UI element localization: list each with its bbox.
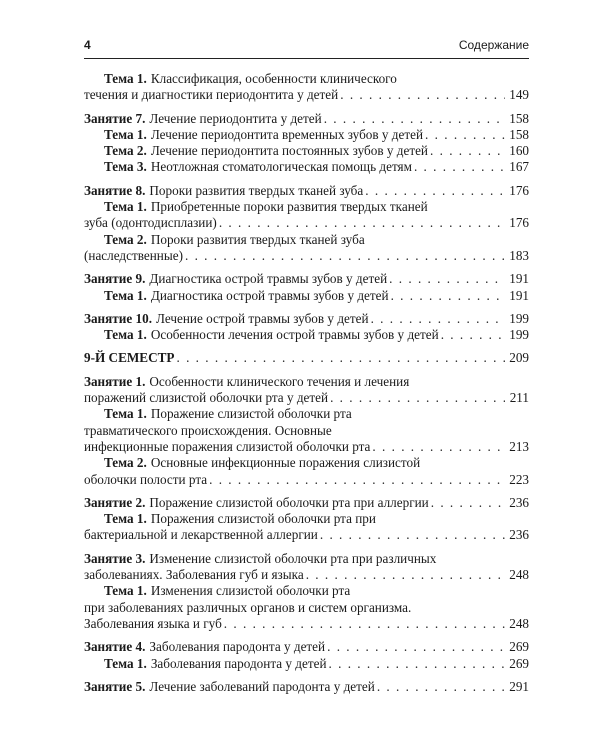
- toc-line[interactable]: [84, 327, 529, 343]
- toc-text: Диагностика острой травмы зубов у детей: [149, 271, 388, 287]
- page-ref: 248: [509, 615, 529, 631]
- running-title: Содержание: [458, 38, 529, 52]
- page-ref: 191: [509, 271, 529, 287]
- toc-text: Заболевания языка и губ: [84, 615, 222, 631]
- toc-text: оболочки полости рта: [84, 471, 208, 487]
- toc-line[interactable]: [84, 183, 529, 199]
- toc-text: Лечение заболеваний пародонта у детей: [149, 678, 375, 694]
- page-ref: 209: [509, 350, 529, 366]
- page-ref: 223: [509, 471, 529, 487]
- page-ref: 269: [509, 655, 529, 671]
- toc-line[interactable]: [84, 583, 529, 599]
- toc-line[interactable]: [84, 87, 529, 103]
- toc-label: Занятие 7.: [84, 110, 146, 126]
- page-number: 4: [84, 38, 91, 52]
- toc-label: Тема 1.: [104, 199, 147, 215]
- toc-line[interactable]: [84, 567, 529, 583]
- toc-label: Тема 1.: [104, 583, 147, 599]
- toc-line[interactable]: [84, 495, 529, 511]
- dot-leader: [324, 111, 505, 127]
- toc-label: Тема 2.: [104, 231, 147, 247]
- toc-text: Особенности клинического течения и лечения: [149, 373, 410, 389]
- dot-leader: [371, 311, 505, 327]
- toc-line[interactable]: [84, 616, 529, 632]
- toc-text: при заболеваниях различных органов и систем организма.: [84, 599, 412, 615]
- dot-leader: [414, 159, 505, 175]
- dot-leader: [320, 527, 505, 543]
- toc-line[interactable]: [84, 248, 529, 264]
- header-divider: [84, 58, 529, 59]
- dot-leader: [176, 350, 505, 366]
- toc-line[interactable]: [84, 111, 529, 127]
- dot-leader: [185, 248, 505, 264]
- toc-entry: [84, 551, 529, 632]
- semester-heading-block: [84, 350, 529, 366]
- page-ref: 158: [509, 126, 529, 142]
- dot-leader: [441, 327, 505, 343]
- page-ref: 158: [509, 110, 529, 126]
- semester-title: 9-Й СЕМЕСТР: [84, 350, 175, 366]
- toc-label: Занятие 3.: [84, 550, 146, 566]
- toc-label: Тема 2.: [104, 143, 147, 159]
- page-ref: 183: [509, 247, 529, 263]
- toc-label: Тема 1.: [104, 71, 147, 86]
- toc-line[interactable]: [84, 639, 529, 655]
- dot-leader: [391, 288, 505, 304]
- page-ref: 160: [509, 143, 529, 159]
- toc-line[interactable]: [84, 551, 529, 567]
- toc-entry: [84, 71, 529, 104]
- dot-leader: [430, 143, 505, 159]
- dot-leader: [389, 271, 505, 287]
- dot-leader: [425, 127, 505, 143]
- toc-text: Пороки развития твердых тканей зуба: [150, 231, 365, 247]
- toc-entry: [84, 111, 529, 176]
- page-ref: 149: [509, 87, 529, 103]
- dot-leader: [219, 215, 505, 231]
- toc-label: Тема 1.: [104, 287, 147, 303]
- dot-leader: [431, 495, 505, 511]
- page-ref: 269: [509, 639, 529, 655]
- toc-line[interactable]: [84, 232, 529, 248]
- page-ref: 211: [509, 390, 529, 406]
- toc-line[interactable]: [84, 439, 529, 455]
- page-ref: 191: [509, 287, 529, 303]
- dot-leader: [372, 439, 505, 455]
- toc-line[interactable]: [84, 288, 529, 304]
- toc-text: заболеваниях. Заболевания губ и языка: [84, 567, 304, 583]
- toc-text: инфекционные поражения слизистой оболочки рта: [84, 438, 371, 454]
- toc-line[interactable]: [84, 127, 529, 143]
- toc-line[interactable]: [84, 656, 529, 672]
- toc-text: Неотложная стоматологическая помощь детям: [150, 159, 412, 175]
- toc-label: Занятие 2.: [84, 494, 146, 510]
- toc-line[interactable]: [84, 71, 529, 87]
- toc-text: Диагностика острой травмы зубов у детей: [150, 287, 389, 303]
- page-ref: 236: [509, 494, 529, 510]
- toc-label: Занятие 1.: [84, 373, 146, 389]
- toc-entry: [84, 374, 529, 488]
- toc-label: Тема 1.: [104, 655, 147, 671]
- toc-text: Лечение периодонтита постоянных зубов у детей: [150, 143, 428, 159]
- toc-line[interactable]: [84, 390, 529, 406]
- toc-line[interactable]: [84, 472, 529, 488]
- toc-text: Приобретенные пороки развития твердых тканей: [150, 199, 428, 215]
- toc-line[interactable]: [84, 423, 529, 439]
- page-ref: 236: [509, 527, 529, 543]
- toc-line[interactable]: [84, 350, 529, 366]
- page-ref: 176: [509, 215, 529, 231]
- page-ref: 213: [509, 438, 529, 454]
- toc-label: Занятие 9.: [84, 271, 146, 287]
- toc-text: Изменение слизистой оболочки рта при различных: [149, 550, 437, 566]
- toc-entry: [84, 183, 529, 264]
- toc-entry: [84, 271, 529, 304]
- dot-leader: [224, 616, 505, 632]
- toc-line[interactable]: [84, 159, 529, 175]
- toc-label: Тема 1.: [104, 327, 147, 343]
- toc-text: Лечение периодонтита у детей: [149, 110, 322, 126]
- toc-text: зуба (одонтодисплазии): [84, 215, 217, 231]
- dot-leader: [365, 183, 505, 199]
- dot-leader: [377, 679, 505, 695]
- toc-line[interactable]: [84, 511, 529, 527]
- toc-text: Лечение острой травмы зубов у детей: [156, 310, 369, 326]
- page-ref: 199: [509, 327, 529, 343]
- toc-text: течения и диагностики периодонтита у детей: [84, 87, 339, 103]
- toc-text: Поражение слизистой оболочки рта: [150, 406, 352, 422]
- page-ref: 248: [509, 567, 529, 583]
- dot-leader: [327, 639, 505, 655]
- toc-line[interactable]: [84, 406, 529, 422]
- toc-line[interactable]: [84, 311, 529, 327]
- page-ref: 199: [509, 310, 529, 326]
- toc-text: Заболевания пародонта у детей: [149, 639, 326, 655]
- toc-line[interactable]: [84, 527, 529, 543]
- toc-label: Тема 1.: [104, 126, 147, 142]
- toc-text: (наследственные): [84, 247, 183, 263]
- toc-text: Заболевания пародонта у детей: [150, 655, 327, 671]
- toc-text: травматического происхождения. Основные: [84, 422, 332, 438]
- toc-text: Классификация, особенности клинического: [150, 71, 397, 86]
- toc-text: Основные инфекционные поражения слизистой: [150, 455, 421, 471]
- toc-text: Лечение периодонтита временных зубов у детей: [150, 126, 424, 142]
- toc-label: Занятие 10.: [84, 310, 152, 326]
- toc-label: Занятие 5.: [84, 678, 146, 694]
- toc-line[interactable]: [84, 679, 529, 695]
- toc-entry: [84, 639, 529, 672]
- toc-entry: [84, 311, 529, 344]
- toc-line[interactable]: [84, 271, 529, 287]
- toc-line[interactable]: [84, 143, 529, 159]
- toc-label: Занятие 4.: [84, 639, 146, 655]
- toc-line[interactable]: [84, 600, 529, 616]
- toc-text: Пороки развития твердых тканей зуба: [149, 182, 364, 198]
- toc-entry: [84, 495, 529, 544]
- toc-label: Занятие 8.: [84, 182, 146, 198]
- dot-leader: [329, 656, 505, 672]
- table-of-contents: [84, 71, 529, 702]
- toc-line[interactable]: [84, 215, 529, 231]
- toc-text: Особенности лечения острой травмы зубов у детей: [150, 327, 439, 343]
- toc-text: Изменения слизистой оболочки рта: [150, 583, 351, 599]
- toc-text: поражений слизистой оболочки рта у детей: [84, 390, 329, 406]
- toc-label: Тема 3.: [104, 159, 147, 175]
- toc-entry: [84, 679, 529, 695]
- page-header: [84, 38, 529, 56]
- toc-label: Тема 2.: [104, 455, 147, 471]
- toc-label: Тема 1.: [104, 511, 147, 527]
- page-ref: 167: [509, 159, 529, 175]
- toc-line[interactable]: [84, 199, 529, 215]
- page-ref: 291: [509, 678, 529, 694]
- dot-leader: [330, 390, 505, 406]
- toc-text: бактериальной и лекарственной аллергии: [84, 527, 318, 543]
- dot-leader: [340, 87, 505, 103]
- toc-text: Поражение слизистой оболочки рта при аллергии: [149, 494, 429, 510]
- dot-leader: [209, 472, 505, 488]
- page-ref: 176: [509, 182, 529, 198]
- dot-leader: [306, 567, 505, 583]
- toc-label: Тема 1.: [104, 406, 147, 422]
- toc-line[interactable]: [84, 455, 529, 471]
- toc-text: Поражения слизистой оболочки рта при: [150, 511, 376, 527]
- toc-line[interactable]: [84, 374, 529, 390]
